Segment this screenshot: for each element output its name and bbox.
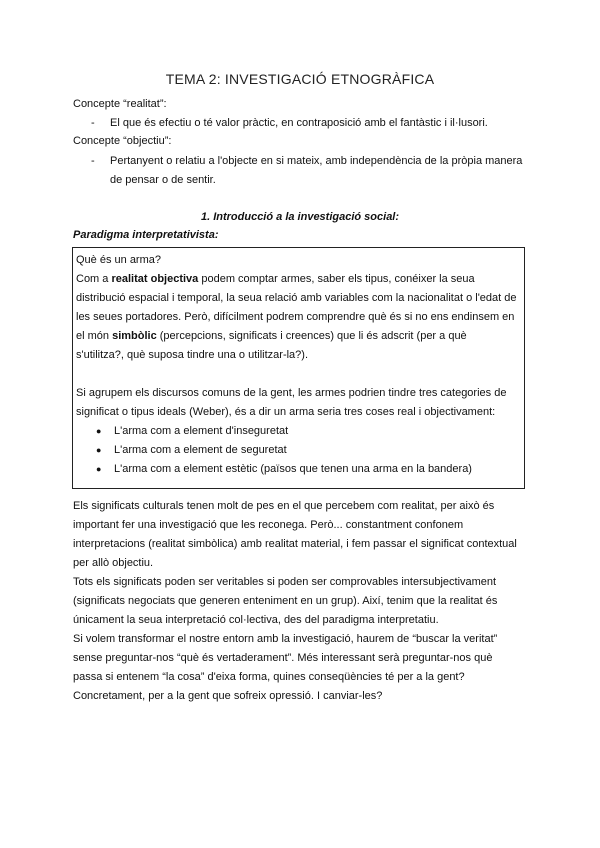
box-paragraph-line: distribució espacial i temporal, la seua relació amb variables com la nacionalitat o l'edat de (76, 292, 517, 304)
box-paragraph-line: s'utilitza?, què suposa tindre una o utilitzar-la?). (76, 349, 309, 361)
body-line: important fer una investigació que les reconega. Però... constantment confonem (73, 519, 464, 531)
body-line: Si volem transformar el nostre entorn amb la investigació, haurem de “buscar la veritat” (73, 633, 498, 645)
bold-term: simbòlic (112, 330, 157, 342)
dash-bullet: - (91, 155, 95, 167)
box-paragraph-line: significat o tipus ideals (Weber), és a dir un arma seria tres coses real i objectivament: (76, 406, 496, 418)
concept-objectiu-definition-line: de pensar o de sentir. (110, 174, 216, 186)
dash-bullet: - (91, 117, 95, 129)
body-line: per allò objectiu. (73, 557, 154, 569)
body-line: Concretament, per a la gent que sofreix opressió. I canviar-les? (73, 690, 383, 702)
box-paragraph-line: el món simbòlic (percepcions, significats i creences) que li és adscrit (per a què (76, 330, 467, 342)
body-line: sense preguntar-nos “què és vertaderament”. Més interessant serà preguntar-nos què (73, 652, 493, 664)
list-item: L'arma com a element d'inseguretat (114, 425, 289, 437)
bullet-icon: ● (96, 464, 102, 474)
body-line: passa si entenem “la cosa” d'eixa forma, quines conseqüències té per a la gent? (73, 671, 465, 683)
body-line: únicament la seua interpretació col·lectiva, des del paradigma interpretatiu. (73, 614, 439, 626)
concept-objectiu-label: Concepte “objectiu”: (73, 135, 172, 147)
section-subheading: Paradigma interpretativista: (73, 229, 219, 241)
concept-objectiu-definition-line: Pertanyent o relatiu a l'objecte en si mateix, amb independència de la pròpia manera (110, 155, 523, 167)
bold-term: realitat objectiva (111, 273, 199, 285)
bullet-icon: ● (96, 445, 102, 455)
bullet-icon: ● (96, 426, 102, 436)
body-line: (significats negociats que generen enteniment en un grup). Així, tenim que la realitat és (73, 595, 498, 607)
list-item: L'arma com a element de seguretat (114, 444, 287, 456)
box-paragraph-line: Si agrupem els discursos comuns de la gent, les armes podrien tindre tres categories de (76, 387, 507, 399)
list-item: L'arma com a element estètic (països que tenen una arma en la bandera) (114, 463, 472, 475)
box-question: Què és un arma? (76, 254, 161, 266)
page-title: TEMA 2: INVESTIGACIÓ ETNOGRÀFICA (165, 71, 435, 87)
section-heading: 1. Introducció a la investigació social: (200, 211, 400, 223)
box-paragraph-line: Com a realitat objectiva podem comptar armes, saber els tipus, conéixer la seua (76, 273, 475, 285)
box-paragraph-line: les seues portadores. Però, difícilment podrem comprendre què és si no ens endinsem en (76, 311, 515, 323)
body-line: interpretacions (realitat simbòlica) amb realitat material, i fem passar el significat contextual (73, 538, 517, 550)
body-line: Tots els significats poden ser veritables si poden ser comprovables intersubjectivament (73, 576, 497, 588)
concept-realitat-definition: El que és efectiu o té valor pràctic, en contraposició amb el fantàstic i il·lusori. (110, 117, 488, 129)
body-line: Els significats culturals tenen molt de pes en el que percebem com realitat, per això és (73, 500, 495, 512)
concept-realitat-label: Concepte “realitat”: (73, 98, 167, 110)
